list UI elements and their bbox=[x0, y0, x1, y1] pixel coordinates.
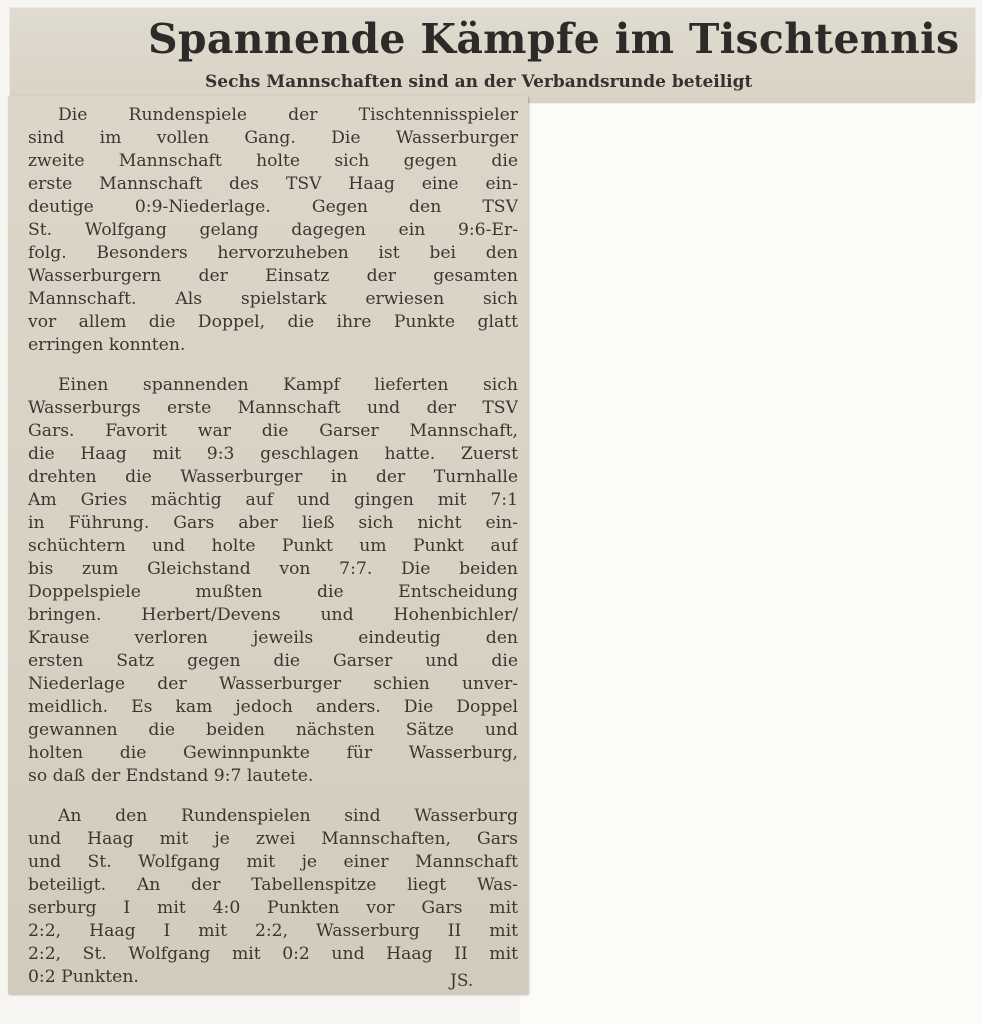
body-line: Einen spannenden Kampf lieferten sich bbox=[58, 375, 518, 395]
body-line: holten die Gewinnpunkte für Wasserburg, bbox=[28, 743, 518, 763]
body-line: und Haag mit je zwei Mannschaften, Gars bbox=[28, 829, 518, 849]
body-line: serburg I mit 4:0 Punkten vor Gars mit bbox=[28, 898, 518, 918]
body-line: 2:2, Haag I mit 2:2, Wasserburg II mit bbox=[28, 921, 518, 941]
body-line: bis zum Gleichstand von 7:7. Die beiden bbox=[28, 559, 518, 579]
body-line: und St. Wolfgang mit je einer Mannschaft bbox=[28, 852, 518, 872]
body-line: beteiligt. An der Tabellenspitze liegt Was- bbox=[28, 875, 518, 895]
body-line: ersten Satz gegen die Garser und die bbox=[28, 651, 518, 671]
body-line: drehten die Wasserburger in der Turnhalle bbox=[28, 467, 518, 487]
body-line: Die Rundenspiele der Tischtennisspieler bbox=[58, 105, 518, 125]
body-line: bringen. Herbert/Devens und Hohenbichler/ bbox=[28, 605, 518, 625]
body-line: erste Mannschaft des TSV Haag eine ein- bbox=[28, 174, 518, 194]
body-line: sind im vollen Gang. Die Wasserburger bbox=[28, 128, 518, 148]
body-line: erringen konnten. bbox=[28, 335, 186, 355]
body-line: so daß der Endstand 9:7 lautete. bbox=[28, 766, 314, 786]
body-line: 0:2 Punkten. bbox=[28, 967, 139, 987]
body-line: Niederlage der Wasserburger schien unver- bbox=[28, 674, 518, 694]
body-line: Mannschaft. Als spielstark erwiesen sich bbox=[28, 289, 518, 309]
article-headline: Spannende Kämpfe im Tischtennis bbox=[148, 15, 960, 63]
body-line: deutige 0:9-Niederlage. Gegen den TSV bbox=[28, 197, 518, 217]
body-line: Wasserburgern der Einsatz der gesamten bbox=[28, 266, 518, 286]
body-line: 2:2, St. Wolfgang mit 0:2 und Haag II mit bbox=[28, 944, 518, 964]
body-line: schüchtern und holte Punkt um Punkt auf bbox=[28, 536, 518, 556]
body-line: Wasserburgs erste Mannschaft und der TSV bbox=[28, 398, 518, 418]
body-line: die Haag mit 9:3 geschlagen hatte. Zuerst bbox=[28, 444, 518, 464]
body-line: zweite Mannschaft holte sich gegen die bbox=[28, 151, 518, 171]
body-line: Krause verloren jeweils eindeutig den bbox=[28, 628, 518, 648]
body-line: An den Rundenspielen sind Wasserburg bbox=[58, 806, 518, 826]
blank-paper-background bbox=[520, 100, 982, 1024]
body-line: St. Wolfgang gelang dagegen ein 9:6-Er- bbox=[28, 220, 518, 240]
body-line: Gars. Favorit war die Garser Mannschaft, bbox=[28, 421, 518, 441]
body-line: Doppelspiele mußten die Entscheidung bbox=[28, 582, 518, 602]
author-signature: JS. bbox=[450, 971, 474, 991]
article-subheadline: Sechs Mannschaften sind an der Verbandsrunde beteiligt bbox=[205, 72, 753, 92]
body-line: in Führung. Gars aber ließ sich nicht ein- bbox=[28, 513, 518, 533]
body-line: gewannen die beiden nächsten Sätze und bbox=[28, 720, 518, 740]
body-line: Am Gries mächtig auf und gingen mit 7:1 bbox=[28, 490, 518, 510]
body-line: meidlich. Es kam jedoch anders. Die Doppel bbox=[28, 697, 518, 717]
body-line: vor allem die Doppel, die ihre Punkte glatt bbox=[28, 312, 518, 332]
body-line: folg. Besonders hervorzuheben ist bei den bbox=[28, 243, 518, 263]
